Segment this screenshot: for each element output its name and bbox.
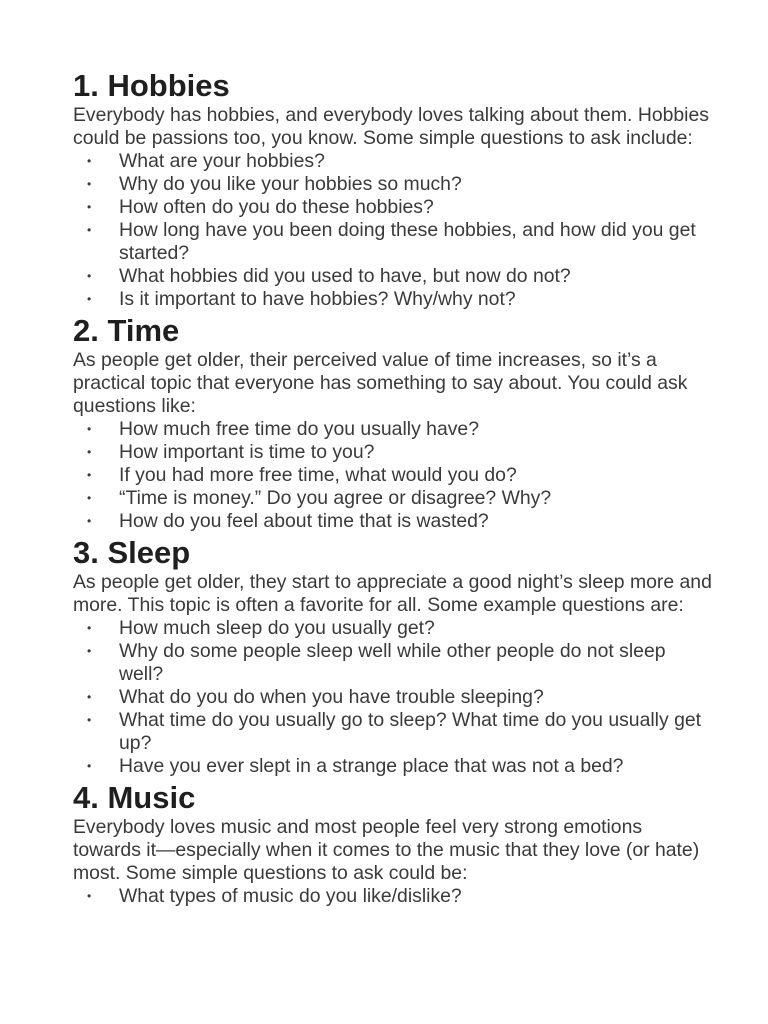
section-heading: 3. Sleep — [73, 535, 191, 570]
list-item — [73, 219, 713, 265]
bullet-icon: • — [87, 292, 92, 306]
question-list — [73, 617, 713, 778]
list-item — [73, 617, 713, 640]
question-text: What types of music do you like/dislike? — [119, 885, 462, 907]
bullet-icon: • — [87, 644, 92, 658]
question-text: How much free time do you usually have? — [119, 418, 479, 440]
document-page — [73, 68, 713, 910]
list-item — [73, 441, 713, 464]
list-item — [73, 265, 713, 288]
question-text: What do you do when you have trouble sleeping? — [119, 686, 544, 708]
question-text: How important is time to you? — [119, 441, 375, 463]
question-text: Is it important to have hobbies? Why/why not? — [119, 288, 516, 310]
bullet-icon: • — [87, 468, 92, 482]
bullet-icon: • — [87, 445, 92, 459]
section-intro: Everybody has hobbies, and everybody loves talking about them. Hobbies could be passions too, you know. Some simple questions to ask include: — [73, 104, 709, 149]
question-list — [73, 150, 713, 311]
bullet-icon: • — [87, 759, 92, 773]
section-music — [73, 780, 713, 908]
section-heading: 1. Hobbies — [73, 68, 230, 103]
list-item — [73, 196, 713, 219]
list-item — [73, 709, 713, 755]
question-text: “Time is money.” Do you agree or disagree? Why? — [119, 487, 552, 509]
list-item — [73, 510, 713, 533]
question-text: How long have you been doing these hobbies, and how did you get started? — [119, 219, 696, 264]
question-text: What time do you usually go to sleep? What time do you usually get up? — [119, 709, 702, 754]
bullet-icon: • — [87, 621, 92, 635]
list-item — [73, 755, 713, 778]
question-list — [73, 885, 713, 908]
question-list — [73, 418, 713, 533]
bullet-icon: • — [87, 491, 92, 505]
question-text: Why do you like your hobbies so much? — [119, 173, 462, 195]
question-text: How do you feel about time that is wasted? — [119, 510, 489, 532]
list-item — [73, 288, 713, 311]
list-item — [73, 173, 713, 196]
bullet-icon: • — [87, 177, 92, 191]
bullet-icon: • — [87, 514, 92, 528]
bullet-icon: • — [87, 690, 92, 704]
bullet-icon: • — [87, 889, 92, 903]
bullet-icon: • — [87, 223, 92, 237]
section-hobbies — [73, 68, 713, 311]
question-text: Why do some people sleep well while other people do not sleep well? — [119, 640, 666, 685]
list-item — [73, 150, 713, 173]
section-sleep — [73, 535, 713, 778]
section-heading: 4. Music — [73, 780, 196, 815]
question-text: What are your hobbies? — [119, 150, 325, 172]
bullet-icon: • — [87, 154, 92, 168]
question-text: If you had more free time, what would you do? — [119, 464, 517, 486]
bullet-icon: • — [87, 713, 92, 727]
bullet-icon: • — [87, 269, 92, 283]
list-item — [73, 640, 713, 686]
list-item — [73, 885, 713, 908]
bullet-icon: • — [87, 422, 92, 436]
question-text: What hobbies did you used to have, but now do not? — [119, 265, 571, 287]
section-time — [73, 313, 713, 533]
section-intro: As people get older, their perceived value of time increases, so it’s a practical topic that everyone has something to say about. You could ask questions like: — [73, 349, 688, 417]
list-item — [73, 487, 713, 510]
question-text: How often do you do these hobbies? — [119, 196, 434, 218]
section-intro: Everybody loves music and most people feel very strong emotions towards it—especially when it comes to the music that they love (or hate) most. Some simple questions to ask could be: — [73, 816, 700, 884]
list-item — [73, 418, 713, 441]
section-intro: As people get older, they start to appreciate a good night’s sleep more and more. This topic is often a favorite for all. Some example questions are: — [73, 571, 712, 616]
section-heading: 2. Time — [73, 313, 180, 348]
list-item — [73, 464, 713, 487]
question-text: Have you ever slept in a strange place that was not a bed? — [119, 755, 624, 777]
bullet-icon: • — [87, 200, 92, 214]
question-text: How much sleep do you usually get? — [119, 617, 435, 639]
list-item — [73, 686, 713, 709]
